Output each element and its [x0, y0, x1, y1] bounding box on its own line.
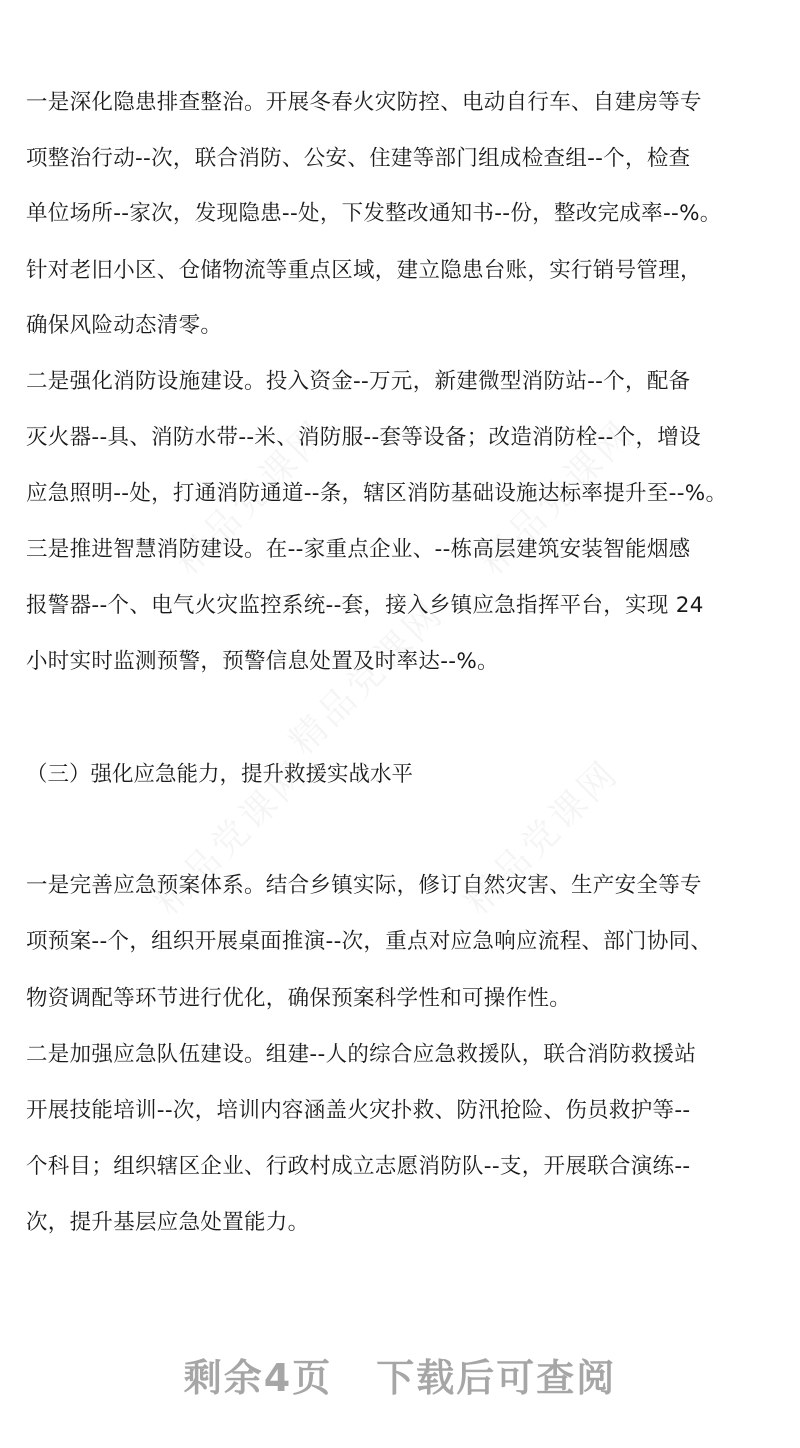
- paragraph-line: 确保风险动态清零。: [26, 313, 223, 338]
- paragraph-line: 小时实时监测预警，预警信息处置及时率达--%。: [26, 649, 499, 674]
- paragraph-line: 开展技能培训--次，培训内容涵盖火灾扑救、防汛抢险、伤员救护等--: [26, 1098, 691, 1123]
- paragraph-line: 二是加强应急队伍建设。组建--人的综合应急救援队，联合消防救援站: [26, 1042, 697, 1067]
- paragraph-line: 一是完善应急预案体系。结合乡镇实际，修订自然灾害、生产安全等专: [26, 873, 702, 898]
- paragraph-line: 次，提升基层应急处置能力。: [26, 1210, 310, 1235]
- paragraph-line: 项整治行动--次，联合消防、公安、住建等部门组成检查组--个，检查: [26, 146, 691, 171]
- paragraph-line: 针对老旧小区、仓储物流等重点区域，建立隐患台账，实行销号管理，: [26, 258, 702, 283]
- paragraph-line: 三是推进智慧消防建设。在--家重点企业、--栋高层建筑安装智能烟感: [26, 537, 691, 562]
- paragraph-line: 灭火器--具、消防水带--米、消防服--套等设备；改造消防栓--个，增设: [26, 425, 701, 450]
- paragraph-line: 二是强化消防设施建设。投入资金--万元，新建微型消防站--个，配备: [26, 369, 691, 394]
- paragraph-line: 项预案--个，组织开展桌面推演--次，重点对应急响应流程、部门协同、: [26, 929, 713, 954]
- paragraph-line: 一是深化隐患排查整治。开展冬春火灾防控、电动自行车、自建房等专: [26, 90, 702, 115]
- paragraph-line: 报警器--个、电气火灾监控系统--套，接入乡镇应急指挥平台，实现 24: [26, 593, 704, 618]
- paragraph-line: 单位场所--家次，发现隐患--处，下发整改通知书--份，整改完成率--%。: [26, 201, 722, 226]
- paragraph-line: 应急照明--处，打通消防通道--条，辖区消防基础设施达标率提升至--%。: [26, 481, 728, 506]
- download-to-view-label[interactable]: 下载后可查阅: [376, 1356, 617, 1400]
- section-heading: （三）强化应急能力，提升救援实战水平: [26, 762, 414, 787]
- paragraph-line: 物资调配等环节进行优化，确保预案科学性和可操作性。: [26, 986, 572, 1011]
- paragraph-line: 个科目；组织辖区企业、行政村成立志愿消防队--支，开展联合演练--: [26, 1154, 691, 1179]
- remaining-pages-label: 剩余4页: [183, 1356, 333, 1400]
- download-prompt[interactable]: [0, 1347, 800, 1402]
